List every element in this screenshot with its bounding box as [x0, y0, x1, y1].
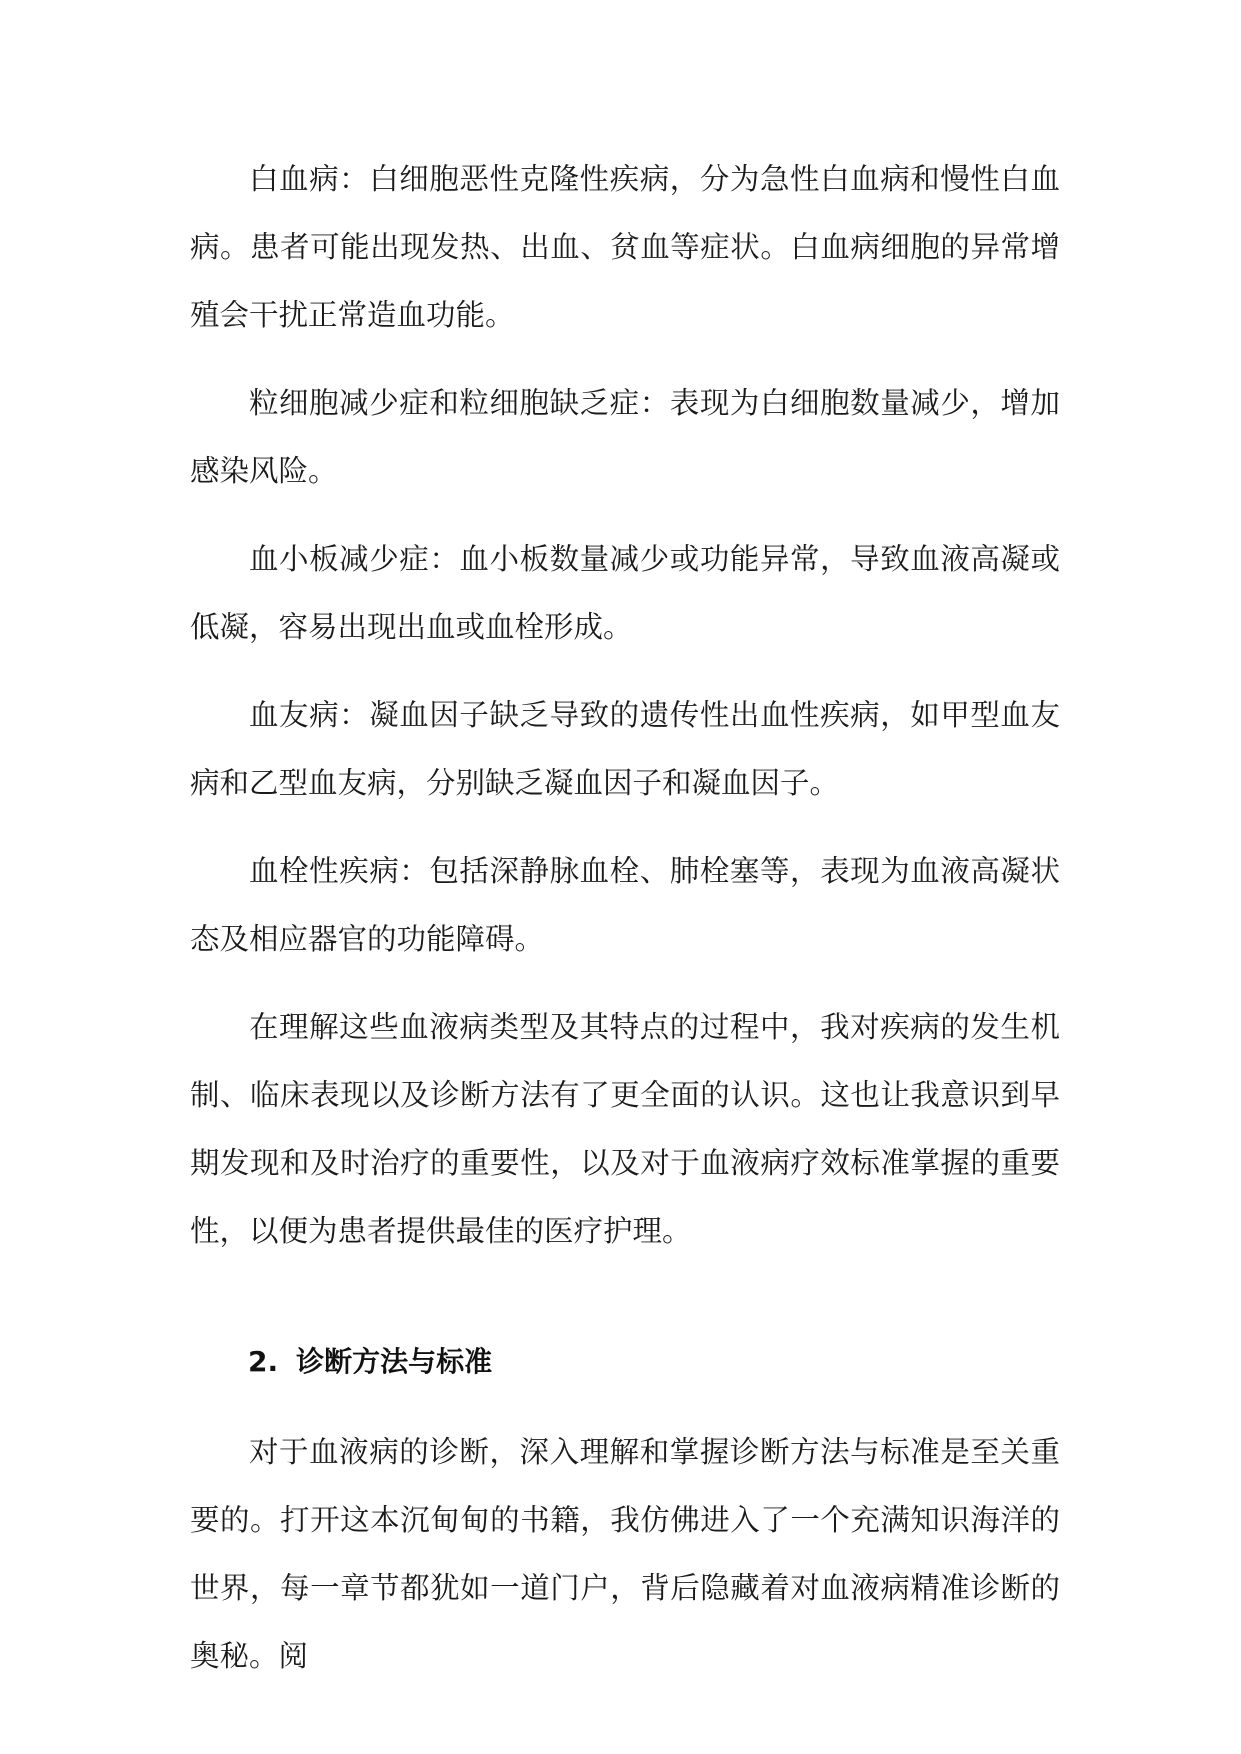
paragraph-granulocytopenia: 粒细胞减少症和粒细胞缺乏症：表现为白细胞数量减少，增加感染风险。	[190, 386, 1060, 488]
paragraph-thrombocytopenia: 血小板减少症：血小板数量减少或功能异常，导致血液高凝或低凝，容易出现出血或血栓形成。	[190, 542, 1060, 644]
paragraph-understanding-summary: 在理解这些血液病类型及其特点的过程中，我对疾病的发生机制、临床表现以及诊断方法有了更全面的认识。这也让我意识到早期发现和及时治疗的重要性，以及对于血液病疗效标准掌握的重要性，以便为患者提供最佳的医疗护理。	[190, 1010, 1060, 1248]
paragraph-hemophilia: 血友病：凝血因子缺乏导致的遗传性出血性疾病，如甲型血友病和乙型血友病，分别缺乏凝血因子和凝血因子。	[190, 698, 1060, 800]
paragraph-thrombotic-disease: 血栓性疾病：包括深静脉血栓、肺栓塞等，表现为血液高凝状态及相应器官的功能障碍。	[190, 854, 1060, 956]
paragraph-leukemia: 白血病：白细胞恶性克隆性疾病，分为急性白血病和慢性白血病。患者可能出现发热、出血、贫血等症状。白血病细胞的异常增殖会干扰正常造血功能。	[190, 162, 1060, 332]
section-heading	[248, 1328, 1060, 1396]
section-number: 2.	[248, 1345, 279, 1378]
section-title: 诊断方法与标准	[296, 1345, 493, 1378]
document-body	[190, 145, 1060, 1710]
paragraph-diagnosis-intro: 对于血液病的诊断，深入理解和掌握诊断方法与标准是至关重要的。打开这本沉甸甸的书籍，我仿佛进入了一个充满知识海洋的世界，每一章节都犹如一道门户，背后隐藏着对血液病精准诊断的奥秘。阅	[190, 1435, 1060, 1673]
